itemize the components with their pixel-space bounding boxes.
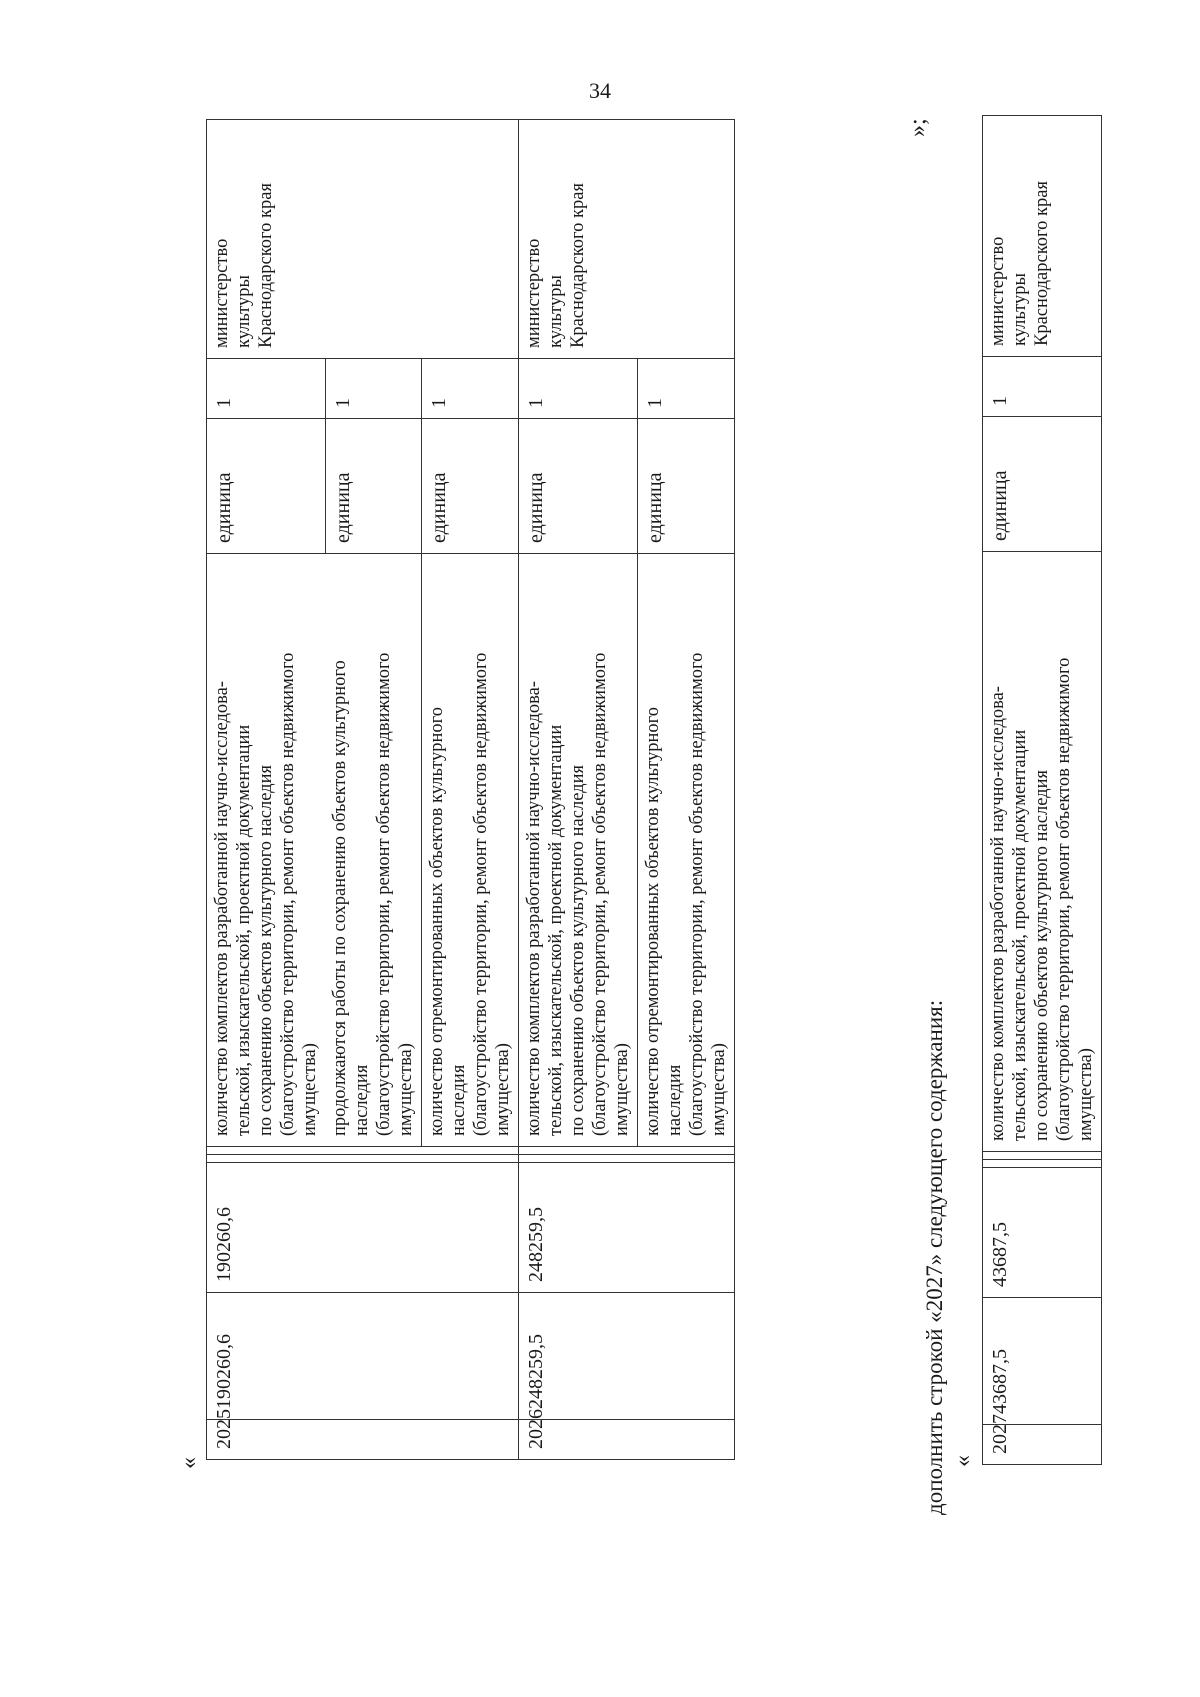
value-cell: 1 xyxy=(638,359,735,419)
table-row xyxy=(519,120,638,1460)
indicator-text-line: (благоустройство территории, ремонт объектов недвижимого xyxy=(687,652,707,1136)
closing-quote: »; xyxy=(905,118,931,137)
indicator-text-line: тельской, изыскательской, проектной документации xyxy=(546,724,566,1136)
indicator-text-line: наследия xyxy=(449,1064,469,1136)
unit-cell: единица xyxy=(325,419,422,554)
indicator-text-line: (благоустройство территории, ремонт объектов недвижимого xyxy=(590,652,610,1136)
indicator-text-line: по сохранению объектов культурного наследия xyxy=(1032,770,1052,1141)
responsible-text-line: Краснодарского края xyxy=(1032,181,1052,346)
page-number: 34 xyxy=(589,78,611,103)
indicator-text-line: имущества) xyxy=(396,1043,416,1136)
indicator-text-line: по сохранению объектов культурного наследия xyxy=(568,765,588,1136)
responsible-cell xyxy=(983,116,1102,357)
year-cell: 2025 xyxy=(207,1420,519,1460)
empty-cell xyxy=(983,1160,1102,1168)
program-table xyxy=(206,119,735,1460)
value-cell: 1 xyxy=(519,359,638,419)
responsible-text-line: министерство xyxy=(212,238,232,348)
indicator-text-line: количество комплектов разработанной научно-исследова- xyxy=(524,681,544,1136)
indicator-text-line: количество отремонтированных объектов культурного xyxy=(643,706,663,1136)
unit-cell: единица xyxy=(519,419,638,554)
year-cell: 2027 xyxy=(983,1425,1102,1465)
indicator-text-line: имущества) xyxy=(709,1043,729,1136)
responsible-text-line: Краснодарского края xyxy=(568,183,588,348)
table-row xyxy=(983,116,1102,1465)
total-cell: 190260,6 xyxy=(207,1293,519,1420)
total-cell: 43687,5 xyxy=(983,1298,1102,1425)
responsible-text-line: культуры xyxy=(1010,273,1030,346)
indicator-text-line: имущества) xyxy=(1076,1048,1096,1141)
year-cell: 2026 xyxy=(519,1420,735,1460)
value-cell: 1 xyxy=(207,359,326,419)
responsible-text-line: культуры xyxy=(546,275,566,348)
indicator-text-line: (благоустройство территории, ремонт объектов недвижимого xyxy=(1054,657,1074,1141)
unit-cell: единица xyxy=(422,419,519,554)
indicator-text-line: тельской, изыскательской, проектной документации xyxy=(1010,729,1030,1141)
indicator-text-line: наследия xyxy=(665,1064,685,1136)
responsible-text-line: культуры xyxy=(234,275,254,348)
opening-quote: « xyxy=(176,1457,202,1469)
unit-cell: единица xyxy=(207,419,326,554)
indicator-text-line: (благоустройство территории, ремонт объектов недвижимого xyxy=(278,652,298,1136)
responsible-text-line: министерство xyxy=(524,238,544,348)
empty-cell xyxy=(207,1155,519,1163)
indicator-text-line: количество комплектов разработанной научно-исследова- xyxy=(988,686,1008,1141)
budget-cell: 248259,5 xyxy=(519,1163,735,1293)
indicator-text-line: имущества) xyxy=(300,1043,320,1136)
empty-cell xyxy=(207,1147,519,1155)
indicator-text-line: по сохранению объектов культурного наследия xyxy=(256,765,276,1136)
indicator-cell xyxy=(519,554,638,1147)
unit-cell: единица xyxy=(638,419,735,554)
indicator-text-line: количество комплектов разработанной научно-исследова- xyxy=(212,681,232,1136)
program-table-2027 xyxy=(982,115,1102,1465)
responsible-cell xyxy=(207,120,519,359)
indicator-cell xyxy=(207,554,326,1147)
empty-cell xyxy=(519,1155,735,1163)
budget-cell: 43687,5 xyxy=(983,1168,1102,1298)
responsible-text-line: министерство xyxy=(988,236,1008,346)
indicator-cell xyxy=(983,552,1102,1152)
indicator-text-line: (благоустройство территории, ремонт объектов недвижимого xyxy=(374,652,394,1136)
table-row xyxy=(207,120,326,1460)
total-cell: 248259,5 xyxy=(519,1293,735,1420)
indicator-cell xyxy=(325,554,422,1147)
indicator-text-line: количество отремонтированных объектов культурного xyxy=(427,706,447,1136)
empty-cell xyxy=(983,1152,1102,1160)
indicator-cell xyxy=(422,554,519,1147)
opening-quote: « xyxy=(950,1455,976,1467)
responsible-text-line: Краснодарского края xyxy=(256,183,276,348)
indicator-text-line: наследия xyxy=(352,1064,372,1136)
unit-cell: единица xyxy=(983,417,1102,552)
indicator-text-line: имущества) xyxy=(493,1043,513,1136)
empty-cell xyxy=(519,1147,735,1155)
indicator-text-line: имущества) xyxy=(612,1043,632,1136)
indicator-text-line: продолжаются работы по сохранению объектов культурного xyxy=(330,660,350,1136)
value-cell: 1 xyxy=(325,359,422,419)
indicator-text-line: (благоустройство территории, ремонт объектов недвижимого xyxy=(471,652,491,1136)
value-cell: 1 xyxy=(983,357,1102,417)
indicator-cell xyxy=(638,554,735,1147)
budget-cell: 190260,6 xyxy=(207,1163,519,1293)
amendment-text: дополнить строкой «2027» следующего содержания: xyxy=(922,999,947,1515)
responsible-cell xyxy=(519,120,735,359)
indicator-text-line: тельской, изыскательской, проектной документации xyxy=(234,724,254,1136)
value-cell: 1 xyxy=(422,359,519,419)
